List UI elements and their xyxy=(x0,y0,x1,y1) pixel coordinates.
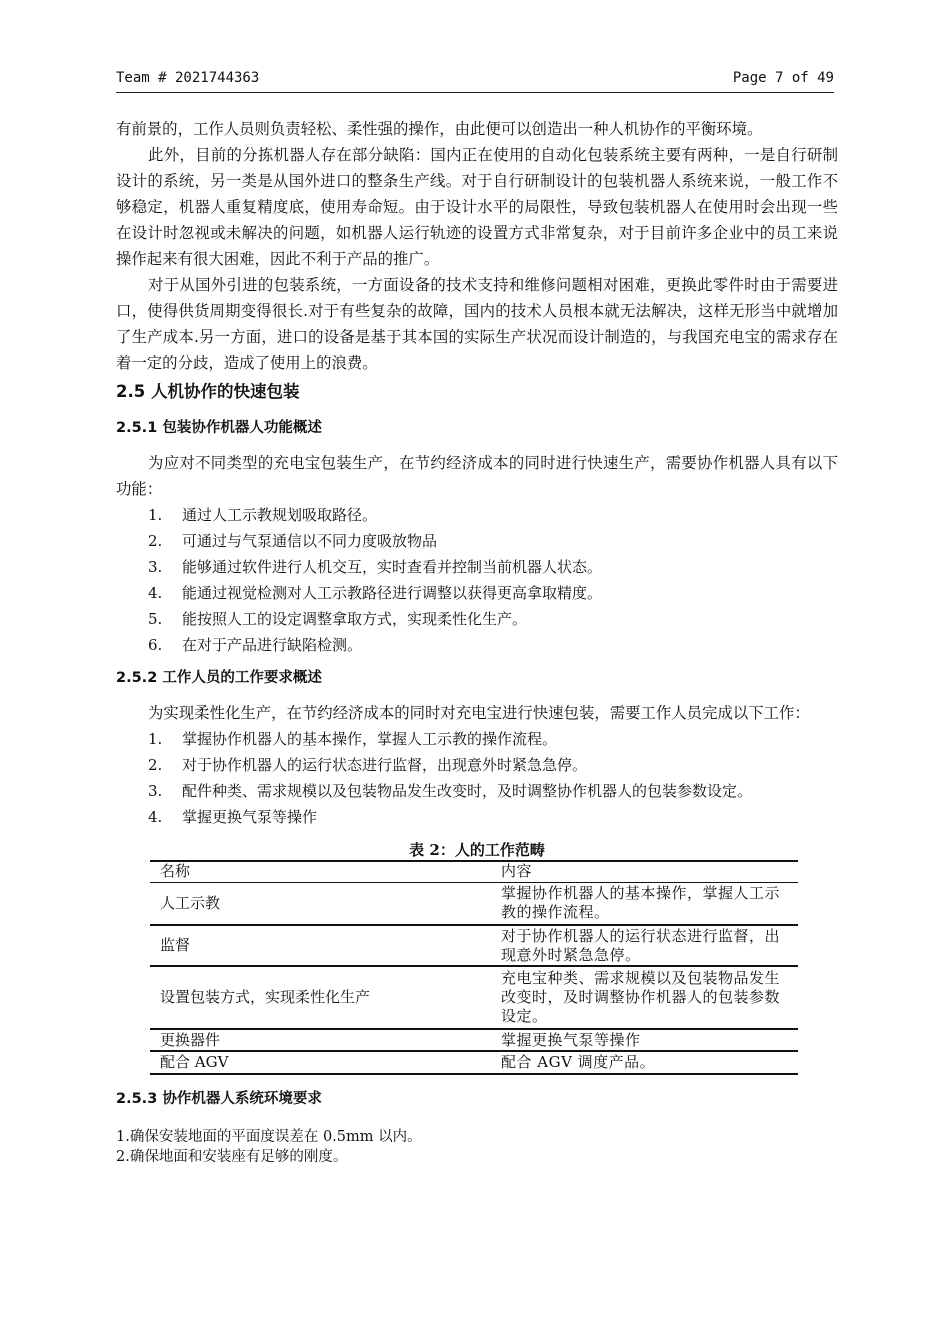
list-number: 2. xyxy=(148,756,163,774)
list-number: 3. xyxy=(148,558,163,576)
table-cell: 更换器件 xyxy=(160,1030,221,1049)
table-header-row xyxy=(150,861,798,882)
requirement-list xyxy=(116,726,838,830)
list-text: 对于协作机器人的运行状态进行监督，出现意外时紧急急停。 xyxy=(182,756,588,774)
table-caption: 表 2：人的工作范畴 xyxy=(409,841,545,859)
list-item xyxy=(116,502,838,528)
section-heading: 2.5 人机协作的快速包装 xyxy=(116,382,300,401)
table-cell: 设置包装方式，实现柔性化生产 xyxy=(160,988,371,1006)
list-item xyxy=(116,632,838,658)
list-number: 3. xyxy=(148,782,163,800)
table-cell: 掌握协作机器人的基本操作，掌握人工示教的操作流程。 xyxy=(501,884,781,922)
list-item xyxy=(116,528,838,554)
table-cell: 监督 xyxy=(160,936,191,954)
list-text: 能通过视觉检测对人工示教路径进行调整以获得更高拿取精度。 xyxy=(182,584,603,602)
table-cell: 充电宝种类、需求规模以及包装物品发生改变时，及时调整协作机器人的包装参数设定。 xyxy=(501,969,781,1025)
table-cell: 人工示教 xyxy=(160,893,221,912)
table-row xyxy=(150,966,798,1029)
requirement-line: 1.确保安装地面的平面度误差在 0.5mm 以内。 xyxy=(116,1129,422,1145)
table-row xyxy=(150,1029,798,1051)
list-number: 1. xyxy=(148,506,163,524)
table-cell: 掌握更换气泵等操作 xyxy=(501,1030,641,1049)
list-item xyxy=(116,726,838,752)
subsection-heading: 2.5.2 工作人员的工作要求概述 xyxy=(116,670,322,686)
paragraph: 对于从国外引进的包装系统，一方面设备的技术支持和维修问题相对困难，更换此零件时由于需要进口，使得供货周期变得很长.对于有些复杂的故障，国内的技术人员根本就无法解决，这样无形当中就增加了生产成本.另一方面，进口的设备是基于其本国的实际生产状况而设计制造的，与我国充电宝的需求存在着一定的分歧，造成了使用上的浪费。 xyxy=(116,276,838,372)
table-row xyxy=(150,882,798,925)
list-number: 2. xyxy=(148,532,163,550)
list-number: 6. xyxy=(148,636,163,654)
list-text: 掌握协作机器人的基本操作，掌握人工示教的操作流程。 xyxy=(182,730,558,748)
list-item xyxy=(116,580,838,606)
page-body xyxy=(116,116,838,1167)
list-number: 5. xyxy=(148,610,163,628)
team-number: Team # 2021744363 xyxy=(116,70,260,86)
list-item xyxy=(116,554,838,580)
table-header-cell: 内容 xyxy=(501,862,533,881)
paragraph: 为应对不同类型的充电宝包装生产，在节约经济成本的同时进行快速生产，需要协作机器人具有以下功能： xyxy=(116,454,838,498)
function-list xyxy=(116,502,838,658)
page-header xyxy=(116,68,834,93)
table-row xyxy=(150,1051,798,1074)
list-text: 配件种类、需求规模以及包装物品发生改变时，及时调整协作机器人的包装参数设定。 xyxy=(182,782,753,800)
paragraph: 此外，目前的分拣机器人存在部分缺陷：国内正在使用的自动化包装系统主要有两种，一是自行研制设计的系统，另一类是从国外进口的整条生产线。对于自行研制设计的包装机器人系统来说，一般工作不够稳定，机器人重复精度底，使用寿命短。由于设计水平的局限性，导致包装机器人在使用时会出现一些在设计时忽视或未解决的问题，如机器人运行轨迹的设置方式非常复杂，对于目前许多企业中的员工来说操作起来有很大困难，因此不利于产品的推广。 xyxy=(116,146,838,268)
list-number: 4. xyxy=(148,808,163,826)
list-text: 能按照人工的设定调整拿取方式，实现柔性化生产。 xyxy=(182,610,528,628)
list-text: 能够通过软件进行人机交互，实时查看并控制当前机器人状态。 xyxy=(182,558,603,576)
subsection-heading: 2.5.3 协作机器人系统环境要求 xyxy=(116,1091,322,1107)
table-cell: 配合 AGV 调度产品。 xyxy=(501,1053,656,1071)
table-cell: 配合 AGV xyxy=(160,1053,229,1071)
table-header-cell: 名称 xyxy=(160,862,191,881)
page-number: Page 7 of 49 xyxy=(732,70,834,86)
paragraph: 为实现柔性化生产，在节约经济成本的同时对充电宝进行快速包装，需要工作人员完成以下工作： xyxy=(148,704,810,722)
list-item xyxy=(116,804,838,830)
list-number: 1. xyxy=(148,730,163,748)
list-item xyxy=(116,606,838,632)
list-number: 4. xyxy=(148,584,163,602)
list-text: 在对于产品进行缺陷检测。 xyxy=(182,636,363,654)
list-text: 掌握更换气泵等操作 xyxy=(182,808,318,826)
subsection-heading: 2.5.1 包装协作机器人功能概述 xyxy=(116,420,322,436)
list-text: 可通过与气泵通信以不同力度吸放物品 xyxy=(182,532,438,550)
list-text: 通过人工示教规划吸取路径。 xyxy=(182,506,378,524)
list-item xyxy=(116,752,838,778)
table-cell: 对于协作机器人的运行状态进行监督，出现意外时紧急急停。 xyxy=(501,926,781,964)
work-scope-table xyxy=(150,860,798,1075)
paragraph: 有前景的，工作人员则负责轻松、柔性强的操作，由此便可以创造出一种人机协作的平衡环境。 xyxy=(116,120,763,138)
requirement-line: 2.确保地面和安装座有足够的刚度。 xyxy=(116,1149,348,1165)
table-row xyxy=(150,925,798,966)
list-item xyxy=(116,778,838,804)
